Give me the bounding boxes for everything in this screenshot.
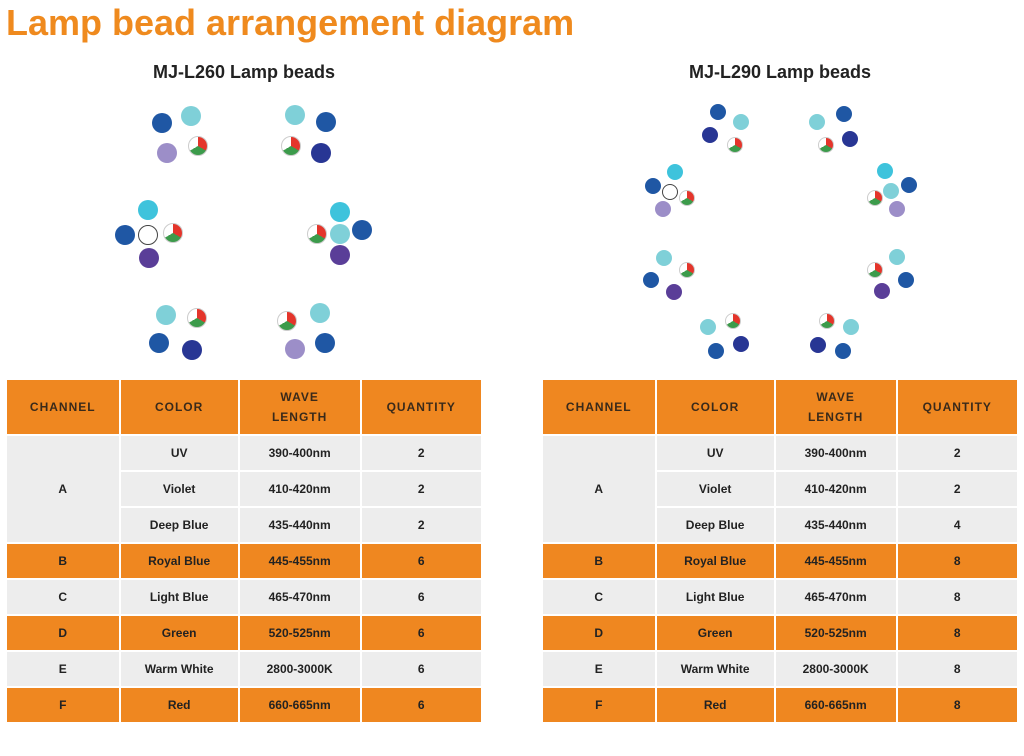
red-green-white-bead bbox=[727, 137, 743, 153]
red-green-white-bead bbox=[679, 262, 695, 278]
quantity-cell: 8 bbox=[897, 615, 1018, 651]
royal-blue-bead bbox=[315, 333, 335, 353]
light-blue-bead bbox=[877, 163, 893, 179]
light-blue-bead bbox=[656, 250, 672, 266]
light-blue-bead bbox=[843, 319, 859, 335]
color-cell: Deep Blue bbox=[120, 507, 239, 543]
quantity-cell: 8 bbox=[897, 651, 1018, 687]
warm-white-bead bbox=[138, 225, 158, 245]
royal-blue-bead bbox=[835, 343, 851, 359]
quantity-cell: 4 bbox=[897, 507, 1018, 543]
red-green-white-bead bbox=[818, 137, 834, 153]
light-blue-bead bbox=[330, 224, 350, 244]
channel-cell: F bbox=[542, 687, 656, 723]
light-blue-bead bbox=[733, 114, 749, 130]
color-cell: Deep Blue bbox=[656, 507, 775, 543]
red-green-white-bead bbox=[819, 313, 835, 329]
table-row bbox=[542, 651, 1018, 687]
table-row bbox=[6, 579, 482, 615]
color-cell: UV bbox=[120, 435, 239, 471]
color-cell: Light Blue bbox=[120, 579, 239, 615]
red-green-white-bead bbox=[867, 190, 883, 206]
royal-blue-bead bbox=[901, 177, 917, 193]
uv-bead bbox=[139, 248, 159, 268]
table-header-row bbox=[542, 379, 1018, 435]
color-cell: UV bbox=[656, 435, 775, 471]
quantity-cell: 2 bbox=[897, 471, 1018, 507]
quantity-cell: 2 bbox=[361, 507, 482, 543]
deep-blue-bead bbox=[842, 131, 858, 147]
panel-title-l290: MJ-L290 Lamp beads bbox=[688, 62, 872, 82]
channel-cell: E bbox=[6, 651, 120, 687]
light-blue-bead bbox=[889, 249, 905, 265]
red-green-white-bead bbox=[163, 223, 183, 243]
red-green-white-bead bbox=[867, 262, 883, 278]
royal-blue-bead bbox=[152, 113, 172, 133]
channel-cell: A bbox=[6, 435, 120, 543]
header-color: COLOR bbox=[120, 379, 239, 435]
channel-cell: F bbox=[6, 687, 120, 723]
wave-cell: 660-665nm bbox=[239, 687, 361, 723]
wave-cell: 390-400nm bbox=[775, 435, 897, 471]
wave-cell: 465-470nm bbox=[239, 579, 361, 615]
uv-bead bbox=[330, 245, 350, 265]
color-cell: Violet bbox=[120, 471, 239, 507]
red-green-white-bead bbox=[277, 311, 297, 331]
red-green-white-bead bbox=[188, 136, 208, 156]
quantity-cell: 6 bbox=[361, 687, 482, 723]
channel-cell: E bbox=[542, 651, 656, 687]
violet-bead bbox=[157, 143, 177, 163]
deep-blue-bead bbox=[733, 336, 749, 352]
table-row bbox=[6, 543, 482, 579]
violet-bead bbox=[889, 201, 905, 217]
royal-blue-bead bbox=[708, 343, 724, 359]
panel-title-l260: MJ-L260 Lamp beads bbox=[152, 62, 336, 82]
table-row bbox=[6, 687, 482, 723]
light-blue-bead bbox=[181, 106, 201, 126]
quantity-cell: 2 bbox=[361, 435, 482, 471]
deep-blue-bead bbox=[702, 127, 718, 143]
spec-table-l290 bbox=[541, 378, 1019, 724]
header-wave-length: WAVE LENGTH bbox=[775, 379, 897, 435]
wave-cell: 435-440nm bbox=[775, 507, 897, 543]
royal-blue-bead bbox=[710, 104, 726, 120]
wave-cell: 660-665nm bbox=[775, 687, 897, 723]
royal-blue-bead bbox=[316, 112, 336, 132]
page-title: Lamp bead arrangement diagram bbox=[6, 2, 575, 43]
royal-blue-bead bbox=[645, 178, 661, 194]
light-blue-bead bbox=[667, 164, 683, 180]
channel-cell: D bbox=[542, 615, 656, 651]
header-wave-length: WAVE LENGTH bbox=[239, 379, 361, 435]
quantity-cell: 2 bbox=[897, 435, 1018, 471]
red-green-white-bead bbox=[281, 136, 301, 156]
wave-cell: 445-455nm bbox=[775, 543, 897, 579]
red-green-white-bead bbox=[307, 224, 327, 244]
royal-blue-bead bbox=[352, 220, 372, 240]
bead-diagram-l260 bbox=[100, 96, 400, 366]
royal-blue-bead bbox=[149, 333, 169, 353]
quantity-cell: 6 bbox=[361, 651, 482, 687]
red-green-white-bead bbox=[187, 308, 207, 328]
table-row bbox=[542, 543, 1018, 579]
light-blue-bead bbox=[883, 183, 899, 199]
table-row bbox=[542, 435, 1018, 471]
table-row bbox=[542, 687, 1018, 723]
light-blue-bead bbox=[330, 202, 350, 222]
color-cell: Light Blue bbox=[656, 579, 775, 615]
quantity-cell: 6 bbox=[361, 615, 482, 651]
light-blue-bead bbox=[156, 305, 176, 325]
wave-cell: 2800-3000K bbox=[239, 651, 361, 687]
spec-table-l260 bbox=[5, 378, 483, 724]
color-cell: Red bbox=[120, 687, 239, 723]
quantity-cell: 6 bbox=[361, 543, 482, 579]
color-cell: Royal Blue bbox=[120, 543, 239, 579]
channel-cell: C bbox=[6, 579, 120, 615]
deep-blue-bead bbox=[182, 340, 202, 360]
color-cell: Warm White bbox=[656, 651, 775, 687]
violet-bead bbox=[285, 339, 305, 359]
wave-cell: 390-400nm bbox=[239, 435, 361, 471]
table-row bbox=[6, 435, 482, 471]
wave-cell: 520-525nm bbox=[775, 615, 897, 651]
quantity-cell: 8 bbox=[897, 543, 1018, 579]
wave-cell: 445-455nm bbox=[239, 543, 361, 579]
channel-cell: B bbox=[542, 543, 656, 579]
color-cell: Warm White bbox=[120, 651, 239, 687]
table-row bbox=[542, 615, 1018, 651]
light-blue-bead bbox=[138, 200, 158, 220]
royal-blue-bead bbox=[643, 272, 659, 288]
header-channel: CHANNEL bbox=[6, 379, 120, 435]
deep-blue-bead bbox=[311, 143, 331, 163]
color-cell: Red bbox=[656, 687, 775, 723]
light-blue-bead bbox=[310, 303, 330, 323]
light-blue-bead bbox=[285, 105, 305, 125]
light-blue-bead bbox=[700, 319, 716, 335]
light-blue-bead bbox=[809, 114, 825, 130]
header-quantity: QUANTITY bbox=[897, 379, 1018, 435]
header-quantity: QUANTITY bbox=[361, 379, 482, 435]
channel-cell: D bbox=[6, 615, 120, 651]
bead-diagram-l290 bbox=[636, 96, 936, 366]
header-channel: CHANNEL bbox=[542, 379, 656, 435]
warm-white-bead bbox=[662, 184, 678, 200]
color-cell: Green bbox=[120, 615, 239, 651]
uv-bead bbox=[666, 284, 682, 300]
royal-blue-bead bbox=[836, 106, 852, 122]
quantity-cell: 2 bbox=[361, 471, 482, 507]
table-row bbox=[6, 615, 482, 651]
table-row bbox=[6, 651, 482, 687]
color-cell: Violet bbox=[656, 471, 775, 507]
channel-cell: A bbox=[542, 435, 656, 543]
royal-blue-bead bbox=[115, 225, 135, 245]
color-cell: Royal Blue bbox=[656, 543, 775, 579]
quantity-cell: 8 bbox=[897, 687, 1018, 723]
red-green-white-bead bbox=[725, 313, 741, 329]
quantity-cell: 8 bbox=[897, 579, 1018, 615]
quantity-cell: 6 bbox=[361, 579, 482, 615]
table-header-row bbox=[6, 379, 482, 435]
red-green-white-bead bbox=[679, 190, 695, 206]
channel-cell: B bbox=[6, 543, 120, 579]
wave-cell: 2800-3000K bbox=[775, 651, 897, 687]
wave-cell: 465-470nm bbox=[775, 579, 897, 615]
color-cell: Green bbox=[656, 615, 775, 651]
header-color: COLOR bbox=[656, 379, 775, 435]
deep-blue-bead bbox=[810, 337, 826, 353]
table-row bbox=[542, 579, 1018, 615]
uv-bead bbox=[874, 283, 890, 299]
wave-cell: 410-420nm bbox=[775, 471, 897, 507]
channel-cell: C bbox=[542, 579, 656, 615]
wave-cell: 520-525nm bbox=[239, 615, 361, 651]
violet-bead bbox=[655, 201, 671, 217]
royal-blue-bead bbox=[898, 272, 914, 288]
wave-cell: 435-440nm bbox=[239, 507, 361, 543]
wave-cell: 410-420nm bbox=[239, 471, 361, 507]
